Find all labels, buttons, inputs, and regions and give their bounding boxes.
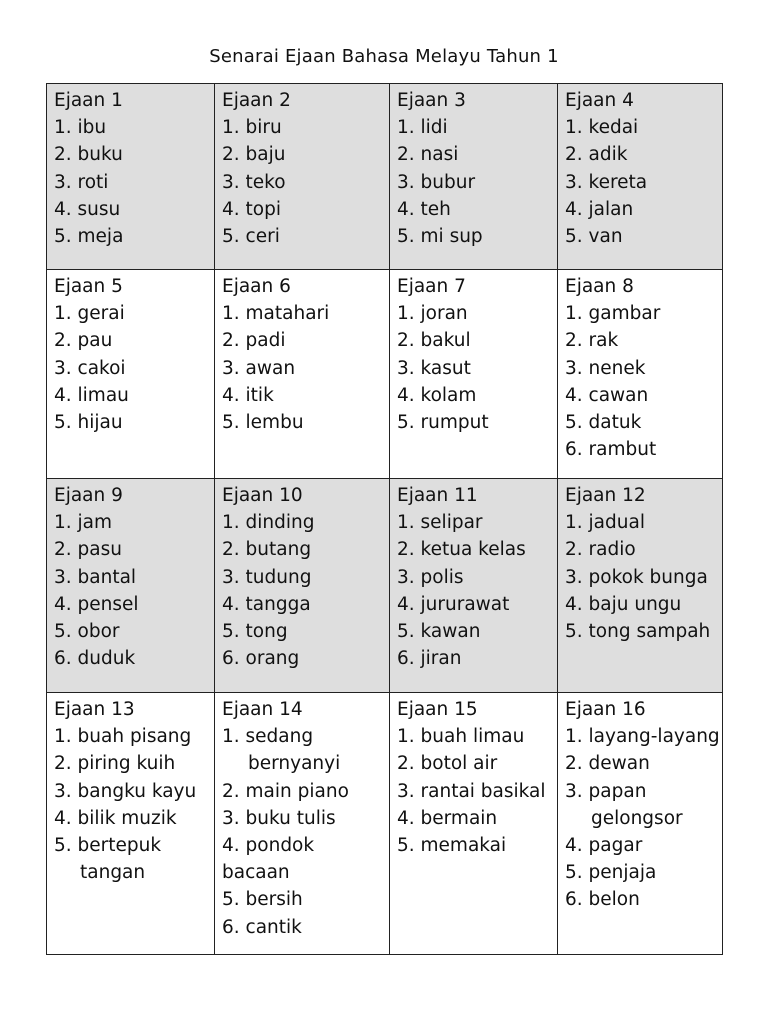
page-title: Senarai Ejaan Bahasa Melayu Tahun 1 xyxy=(209,46,559,67)
table-row xyxy=(47,84,723,270)
cell-heading: Ejaan 8 xyxy=(565,276,634,297)
word-item: 2. piring kuih xyxy=(54,753,176,775)
word-item: 2. radio xyxy=(565,539,636,561)
cell-heading: Ejaan 12 xyxy=(565,485,646,506)
table-row xyxy=(47,270,723,479)
word-item: 1. layang-layang xyxy=(565,726,720,748)
word-item: 6. orang xyxy=(222,648,300,670)
word-item: 1. dinding xyxy=(222,512,315,534)
cell-heading: Ejaan 11 xyxy=(397,485,478,506)
word-item: 5. datuk xyxy=(565,412,642,434)
cell-heading: Ejaan 4 xyxy=(565,90,634,111)
word-item: 2. adik xyxy=(565,144,628,166)
word-item: 2. baju xyxy=(222,144,286,166)
word-item: 5. penjaja xyxy=(565,862,657,884)
word-item: 5. mi sup xyxy=(397,226,483,248)
word-item: 4. jururawat xyxy=(397,593,510,615)
cell-heading: Ejaan 3 xyxy=(397,90,466,111)
word-item: 4. jalan xyxy=(565,198,634,220)
word-item: 4. topi xyxy=(222,198,281,220)
word-item: 3. polis xyxy=(397,566,464,588)
word-item: 4. pondok xyxy=(222,835,315,857)
word-item: 6. cantik xyxy=(222,916,302,938)
word-item: 6. belon xyxy=(565,889,640,911)
spelling-cell xyxy=(47,479,215,693)
cell-heading: Ejaan 7 xyxy=(397,276,466,297)
word-item: 5. memakai xyxy=(397,835,507,857)
word-item: 5. ceri xyxy=(222,226,280,248)
word-item: 1. jadual xyxy=(565,512,645,534)
word-item: 3. teko xyxy=(222,171,286,193)
word-item: 2. bakul xyxy=(397,330,471,352)
spelling-cell xyxy=(47,693,215,955)
spelling-cell xyxy=(390,270,558,479)
spelling-cell xyxy=(215,84,390,270)
word-item: 5. kawan xyxy=(397,621,481,643)
word-item: 4. susu xyxy=(54,198,121,220)
word-item: 1. buah pisang xyxy=(54,726,192,748)
word-item: 4. limau xyxy=(54,384,129,406)
word-item: gelongsor xyxy=(591,807,683,829)
word-item: bernyanyi xyxy=(248,753,341,775)
spelling-cell xyxy=(390,479,558,693)
word-item: 2. main piano xyxy=(222,780,349,802)
word-item: 1. biru xyxy=(222,117,282,139)
word-item: 3. nenek xyxy=(565,357,646,379)
word-item: 6. jiran xyxy=(397,648,462,670)
word-item: 1. jam xyxy=(54,512,113,534)
word-item: 3. kasut xyxy=(397,357,471,379)
word-item: 2. dewan xyxy=(565,753,650,775)
word-item: 6. rambut xyxy=(565,439,657,461)
word-item: 1. buah limau xyxy=(397,726,525,748)
word-item: 2. ketua kelas xyxy=(397,539,526,561)
word-item: 5. bertepuk xyxy=(54,835,162,857)
word-item: 1. gerai xyxy=(54,303,125,325)
cell-heading: Ejaan 5 xyxy=(54,276,123,297)
word-item: 2. buku xyxy=(54,144,123,166)
word-item: 5. tong sampah xyxy=(565,621,711,643)
word-item: 2. butang xyxy=(222,539,312,561)
word-item: 5. rumput xyxy=(397,412,489,434)
spelling-cell xyxy=(390,693,558,955)
cell-heading: Ejaan 15 xyxy=(397,699,478,720)
word-item: 2. nasi xyxy=(397,144,459,166)
word-item: 6. duduk xyxy=(54,648,136,670)
word-item: 3. rantai basikal xyxy=(397,780,546,802)
table-row xyxy=(47,693,723,955)
word-item: 3. buku tulis xyxy=(222,807,336,829)
word-item: 1. joran xyxy=(397,303,468,325)
word-item: 3. bantal xyxy=(54,566,137,588)
word-item: 1. selipar xyxy=(397,512,483,534)
spelling-cell xyxy=(47,84,215,270)
word-item: 4. cawan xyxy=(565,384,649,406)
word-item: 3. bubur xyxy=(397,171,476,193)
word-item: 2. rak xyxy=(565,330,619,352)
word-item: 4. baju ungu xyxy=(565,593,682,615)
spelling-cell xyxy=(215,693,390,955)
word-item: 1. lidi xyxy=(397,117,448,139)
word-item: 4. tangga xyxy=(222,593,311,615)
word-item: 1. sedang xyxy=(222,726,314,748)
word-item: 5. hijau xyxy=(54,412,123,434)
spelling-cell xyxy=(390,84,558,270)
word-item: 2. pasu xyxy=(54,539,122,561)
word-item: 4. itik xyxy=(222,384,274,406)
cell-heading: Ejaan 14 xyxy=(222,699,303,720)
word-item: 4. kolam xyxy=(397,384,477,406)
word-item: 1. ibu xyxy=(54,117,107,139)
spelling-cell xyxy=(215,479,390,693)
word-item: bacaan xyxy=(222,862,290,884)
cell-heading: Ejaan 9 xyxy=(54,485,123,506)
word-item: 4. bilik muzik xyxy=(54,807,177,829)
word-item: 3. kereta xyxy=(565,171,648,193)
word-item: 3. pokok bunga xyxy=(565,566,708,588)
word-item: 4. pagar xyxy=(565,835,643,857)
word-item: 5. lembu xyxy=(222,412,304,434)
spelling-cell xyxy=(558,693,723,955)
word-item: 5. van xyxy=(565,226,623,248)
cell-heading: Ejaan 13 xyxy=(54,699,135,720)
spelling-table-body xyxy=(47,84,723,955)
word-item: 1. matahari xyxy=(222,303,330,325)
cell-heading: Ejaan 10 xyxy=(222,485,303,506)
spelling-table xyxy=(46,83,723,955)
word-item: 3. roti xyxy=(54,171,109,193)
word-item: 2. padi xyxy=(222,330,286,352)
cell-heading: Ejaan 6 xyxy=(222,276,291,297)
spelling-cell xyxy=(558,479,723,693)
table-row xyxy=(47,479,723,693)
word-item: 4. pensel xyxy=(54,593,139,615)
spelling-cell xyxy=(558,270,723,479)
spelling-cell xyxy=(47,270,215,479)
word-item: 5. bersih xyxy=(222,889,303,911)
word-item: 3. papan xyxy=(565,780,647,802)
word-item: tangan xyxy=(80,862,146,884)
cell-heading: Ejaan 16 xyxy=(565,699,646,720)
word-item: 4. bermain xyxy=(397,807,498,829)
word-item: 4. teh xyxy=(397,198,451,220)
cell-heading: Ejaan 1 xyxy=(54,90,123,111)
word-item: 1. kedai xyxy=(565,117,639,139)
word-item: 3. tudung xyxy=(222,566,312,588)
word-item: 5. tong xyxy=(222,621,288,643)
word-item: 3. bangku kayu xyxy=(54,780,197,802)
word-item: 2. botol air xyxy=(397,753,498,775)
cell-heading: Ejaan 2 xyxy=(222,90,291,111)
spelling-cell xyxy=(215,270,390,479)
word-item: 5. obor xyxy=(54,621,120,643)
spelling-cell xyxy=(558,84,723,270)
word-item: 1. gambar xyxy=(565,303,661,325)
word-item: 3. cakoi xyxy=(54,357,126,379)
word-item: 3. awan xyxy=(222,357,296,379)
word-item: 2. pau xyxy=(54,330,113,352)
word-item: 5. meja xyxy=(54,226,124,248)
